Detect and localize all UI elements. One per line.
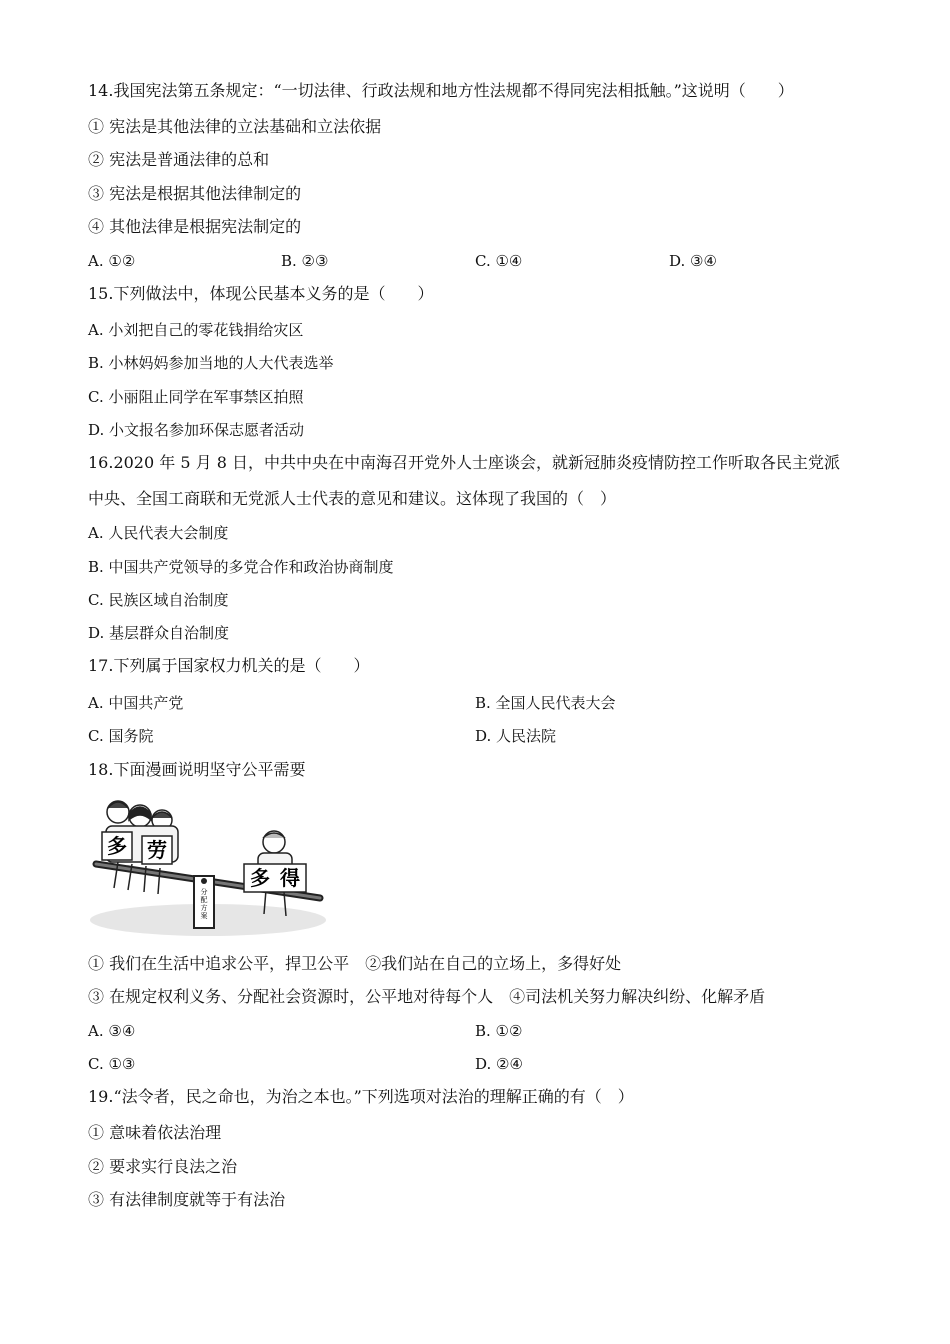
q17-option-b: B. 全国人民代表大会 [475,694,616,712]
q17-option-c: C. 国务院 [88,727,154,745]
right-sign [244,864,306,892]
q19-item-2: ② 要求实行良法之治 [88,1157,238,1176]
q18-stem: 18.下面漫画说明坚守公平需要 [88,760,306,779]
q14-item-4: ④ 其他法律是根据宪法制定的 [88,217,302,236]
q15-option-a: A. 小刘把自己的零花钱捐给灾区 [88,321,304,339]
pivot-post [194,876,214,928]
q16-stem-line-2: 中央、全国工商联和无党派人士代表的意见和建议。这体现了我国的（ ） [88,489,617,508]
svg-text:得: 得 [280,866,300,890]
left-sign-2 [142,836,172,864]
seesaw-cartoon [88,790,328,940]
q15-option-d: D. 小文报名参加环保志愿者活动 [88,421,305,439]
pivot-label-3: 方 [200,904,208,912]
pivot-label-4: 案 [200,912,208,920]
q15-option-b: B. 小林妈妈参加当地的人大代表选举 [88,354,334,372]
left-sign-1 [102,832,132,860]
q16-stem-line-1: 16.2020 年 5 月 8 日，中共中央在中南海召开党外人士座谈会，就新冠肺炎疫情防控工作听取各民主党派 [88,453,840,472]
q18-option-a: A. ③④ [88,1022,136,1040]
q18-items-line-2: ③ 在规定权利义务、分配社会资源时，公平地对待每个人 ④司法机关努力解决纠纷、化解矛盾 [88,987,766,1006]
svg-text:多: 多 [250,866,270,890]
q19-stem: 19.“法令者，民之命也，为治之本也。”下列选项对法治的理解正确的有（ ） [88,1087,634,1106]
q14-option-d: D. ③④ [669,252,717,270]
q17-option-a: A. 中国共产党 [88,694,184,712]
q18-items-line-1: ① 我们在生活中追求公平，捍卫公平 ②我们站在自己的立场上，多得好处 [88,954,622,973]
q16-option-d: D. 基层群众自治制度 [88,624,230,642]
q17-option-d: D. 人民法院 [475,727,557,745]
pivot-label-2: 配 [200,896,208,904]
q16-option-c: C. 民族区域自治制度 [88,591,229,609]
q14-item-1: ① 宪法是其他法律的立法基础和立法依据 [88,117,382,136]
q14-option-c: C. ①④ [475,252,523,270]
q16-option-a: A. 人民代表大会制度 [88,524,229,542]
q18-option-b: B. ①② [475,1022,523,1040]
q17-stem: 17.下列属于国家权力机关的是（ ） [88,656,370,675]
q19-item-3: ③ 有法律制度就等于有法治 [88,1190,286,1209]
svg-text:劳: 劳 [147,838,167,862]
q18-option-d: D. ②④ [475,1055,523,1073]
q16-option-b: B. 中国共产党领导的多党合作和政治协商制度 [88,558,394,576]
q14-item-3: ③ 宪法是根据其他法律制定的 [88,184,302,203]
q15-option-c: C. 小丽阻止同学在军事禁区拍照 [88,388,304,406]
q14-option-a: A. ①② [88,252,136,270]
pivot-label-1: 分 [200,888,208,896]
q18-option-c: C. ①③ [88,1055,136,1073]
svg-text:多: 多 [107,834,127,858]
q15-stem: 15.下列做法中，体现公民基本义务的是（ ） [88,284,434,303]
q19-item-1: ① 意味着依法治理 [88,1123,222,1142]
q14-option-b: B. ②③ [281,252,329,270]
q14-stem: 14.我国宪法第五条规定：“一切法律、行政法规和地方性法规都不得同宪法相抵触。”这说明（ ） [88,81,794,100]
q14-item-2: ② 宪法是普通法律的总和 [88,150,270,169]
